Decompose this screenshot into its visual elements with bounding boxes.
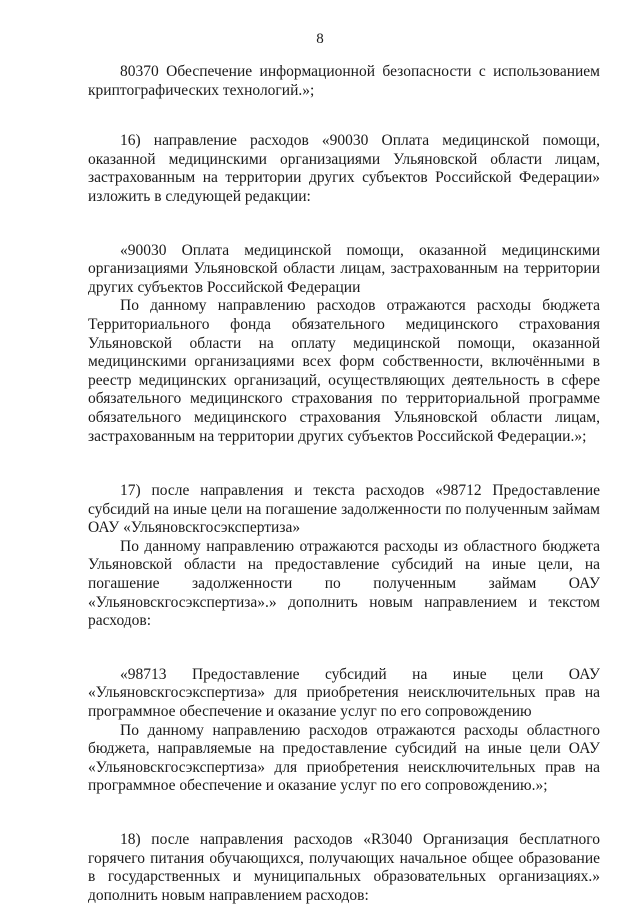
paragraph-description-98712: По данному направлению отражаются расходы из областного бюджета Ульяновской области на предоставление субсидий на иные цели, на погашение задолженности по полученным займам ОАУ «Ульяновскгосэкспертиза».» дополнить новым направлением и текстом расходов: xyxy=(88,537,600,630)
paragraph-description-98713: По данному направлению расходов отражаются расходы областного бюджета, направляемые на предоставление субсидий на иные цели ОАУ «Ульяновскгосэкспертиза» для приобретения неисключительных прав на программное обеспечение и оказание услуг по его сопровождению.»; xyxy=(88,721,600,795)
document-body xyxy=(88,63,600,905)
paragraph-item-18: 18) после направления расходов «R3040 Организация бесплатного горячего питания обучающихся, получающих начальное общее образование в государственных и муниципальных образовательных организациях.» дополнить новым направлением расходов: xyxy=(88,831,600,904)
paragraph-item-16: 16) направление расходов «90030 Оплата медицинской помощи, оказанной медицинскими организациями Ульяновской области лицам, застрахованным на территории других субъектов Российской Федерации» изложить в следующей редакции: xyxy=(88,132,600,205)
paragraph-item-17: 17) после направления и текста расходов «98712 Предоставление субсидий на иные цели на погашение задолженности по полученным займам ОАУ «Ульяновскгосэкспертиза» xyxy=(88,482,600,537)
paragraph-code-90030: «90030 Оплата медицинской помощи, оказанной медицинскими организациями Ульяновской области лицам, застрахованным на территории других субъектов Российской Федерации xyxy=(88,241,600,296)
paragraph-item-80370: 80370 Обеспечение информационной безопасности с использованием криптографических технологий.»; xyxy=(88,63,600,99)
page-number: 8 xyxy=(316,31,324,47)
paragraph-code-98713: «98713 Предоставление субсидий на иные цели ОАУ «Ульяновскгосэкспертиза» для приобретения неисключительных прав на программное обеспечение и оказание услуг по его сопровождению xyxy=(88,665,600,721)
paragraph-description-90030: По данному направлению расходов отражаются расходы бюджета Территориального фонда обязательного медицинского страхования Ульяновской области на оплату медицинской помощи, оказанной медицинскими организациями всех форм собственности, включёнными в реестр медицинских организаций, осуществляющих деятельность в сфере обязательного медицинского страхования по территориальной программе обязательного медицинского страхования Ульяновской области лицам, застрахованным на территории других субъектов Российской Федерации.»; xyxy=(88,297,600,445)
